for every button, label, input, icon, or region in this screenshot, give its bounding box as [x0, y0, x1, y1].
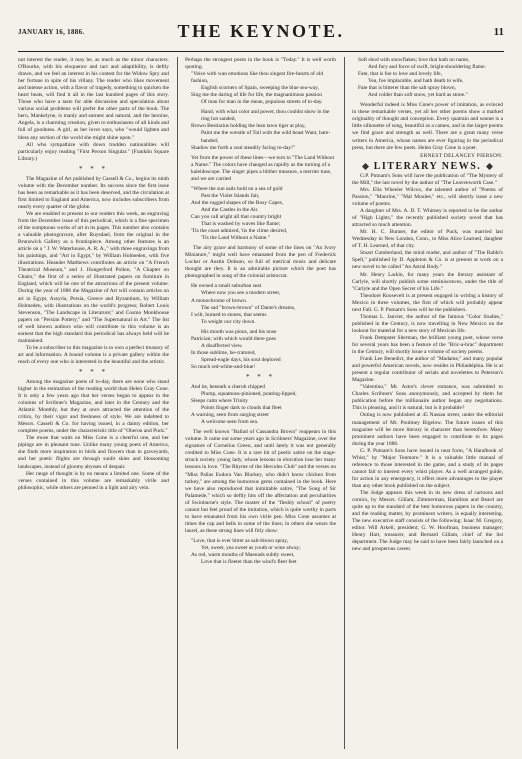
page-header: [18, 21, 504, 49]
poem-line: Sing me the daring of life for life, the magnanimous passion: [191, 92, 322, 99]
news-item: G.P. Putnam's Sons will have the publication of "The Mystery of the Mill," the last novel by the author of "The Leavenworth Case.": [352, 172, 503, 186]
poem-line: Fate, that is foe to love and lovely life,: [358, 71, 442, 78]
poem-line: Yet, sweet, yea sweet as youth or wine alway;: [201, 545, 301, 551]
poem-line: Where now you see a modern street,: [201, 290, 281, 297]
column-divider: [344, 57, 345, 749]
poem-excerpt: [191, 283, 336, 371]
poem-line: Past the Violet Islands fair,: [201, 192, 260, 199]
poem-line: "Voice with wan emotions like thou singest fire-hearts of old fashion,: [191, 71, 324, 85]
poem-line: 'Tis the Land Without a Name.": [201, 235, 270, 242]
poem-line: To weight our city down.: [201, 318, 256, 325]
news-item: Theodore Roosevelt is at present engaged in writing a history of Mexico in three volumes, the first of which will probably appear next Fall. G. P. Putnam's Sons will be the publishers.: [352, 292, 503, 313]
paragraph: The airy grace and harmony of some of the lines on "An Ivory Miniature," might well have emanated from the pen of Frederick Locker or Austin Dobson, so full of metrical music and delicate thought are they. It is an admirable picture which the poet has photographed in song of the colonial aristocrat.: [185, 245, 336, 280]
section-heading-text: LITERARY NEWS.: [373, 160, 482, 172]
column-middle: [185, 57, 336, 752]
poem-line: Points finger dark to clouds that fleet: [201, 405, 282, 412]
poem-line: And the Castles in the Air.: [201, 206, 259, 213]
paragraph: All who sympathize with down trodden nationalities will particularly enjoy reading "First Person Singular." (Franklin Square Library.): [18, 141, 169, 162]
poem-line: A welcome seen from sea.: [201, 419, 259, 426]
poem-line: English scorners of Spain, sweeping the blue sea-way,: [201, 85, 319, 92]
poem-line: Of man for man in the mean, populous streets of to-day.: [201, 99, 323, 106]
poem-line: He owned a small suburban seat: [191, 283, 262, 290]
column-divider: [177, 57, 178, 749]
poem-excerpt: [191, 538, 336, 566]
poem-line: And fury and force of swift, bright-shouldering flame.: [368, 64, 486, 71]
news-items: [352, 173, 503, 554]
paragraph: Among the magazine poets of to-day, there are none who stand higher in the estimation of the reading world than Helen Gray Cone. It is only a few years ago that her verses began to appear in the columns of Scribner's Magazine, and later in the Century and the Atlantic Monthly, but they at once attracted the attention of the critics, by their vigor and freshness of style. We are indebted to Messrs. Cassell & Co. for having issued, in a dainty edition, her complete poems, under the characteristic title of "Oberon and Puck.": [18, 378, 169, 435]
poem-line: Fate that is bitterer than the salt spray blown,: [358, 85, 457, 92]
paragraph: Perhaps the strongest poem in the book is "Today." It is well worth quoting.: [185, 57, 336, 71]
news-item: The Judge appears this week in its new dress of cartoons and comics, by Messrs. Gillam, Zimmerman, Hamilton and Beard are quite up to the standard of the best humorous papers in the country, and the reading matter, by prominent writers, is equally interesting. The new executive staff consists of the following: Isaac M. Gregory, editor. Will Arkell, president; G. W. Hoofman, business manager; Henry Hart, treasurer, and Bernard Gillam, chief of the list department. The Judge may be said to have been fairly launched on a new and prosperous career.: [352, 489, 503, 553]
section-separator: * * *: [79, 367, 108, 376]
paragraph: The muse that waits on Miss Cone is a cheerful one, and her pipings are in pleasant tune. Unlike many young poets of America, she finds more inspiration in birds and flowers than in graveyards, and her poetic flights are through sunlit skies and blossoming landscapes, instead of gloomy abysses of despair.: [18, 435, 169, 470]
poem-line: Love that is fleeter than the wind's fleet feet: [201, 559, 297, 566]
news-item: "Valentino," Mr. Astor's clever romance, was submitted to Charles Scribners' Sons anonymously, and accepted by them for publication before the millionaire author began any negotiations. This is pleasing, and it is natural, but is it probable?: [352, 384, 503, 412]
poem-line: And colder than soft snow, yet hard as stone.": [368, 92, 468, 99]
issue-date: JANUARY 16, 1886.: [18, 28, 85, 36]
news-item: G. P. Putnam's Sons have issued in neat form, "A Handbook of Whist," by "Major Tenmore." It is a valuable little manual of reference to those interested in the game, and a study of its pages cannot fail to interest every whist player. As a well arranged guide, for action in any emergency, it offers more advantages to the player than any other book published on the subject.: [352, 447, 503, 489]
column-left: [18, 57, 169, 752]
news-item: A daughter of Mrs. A. D. T. Whitney is reported to be the author of "High Lights," the recently published society novel that has attracted so much attention.: [352, 208, 503, 229]
paragraph: Wonderful indeed is Miss Cone's power of imitation, as evinced in these remarkable verses, yet all her other poems show a marked originality of thought and conception. Every quatrain and sonnet is a little silhouette of song, beautiful as a cameo, and in the larger poems we find grace and strength as well. There are a great many verse writers in America, whose names are ever figuring in the periodical press, but there are few poets. Helen Gray Cone is a poet.: [352, 102, 503, 151]
poem-line: Soft shod with snowflakes; love that hath no name,: [358, 57, 470, 63]
author-signature: ERNEST DELANCEY PIERSON.: [420, 152, 503, 159]
poem-line: The sad "brown-brown" of Dante's dreams,: [201, 304, 296, 311]
poem-line: Spread-eagle days, his soul deplored: [201, 356, 281, 363]
poem-line: Plump, squamous-pinioned, pouting-lipped,: [201, 391, 297, 398]
page-number: 11: [493, 26, 504, 38]
poem-line: 'Tis the coast admired, 'tis the clime desired,: [191, 228, 288, 235]
poem-line: Hand, with what color and power, thou couldst show in the ring hot sanded,: [201, 109, 330, 123]
news-item: Mrs. Ella Wheeler Wilcox, the talented author of "Poems of Passion," "Maurine," "Mal Moulee," etc., will shortly issue a new volume of poems.: [352, 186, 503, 208]
poem-line: Brown Bestiarius holding the lean tawn tiger at play,: [191, 123, 306, 130]
poem-line: As red, warm mouths of Maenads subtly sweet,: [191, 552, 295, 559]
poem-line: Can you call aright all that country bright: [191, 213, 282, 220]
section-separator: * * *: [246, 372, 275, 381]
poem-line: And the rugged shapes of the Rosy Capes,: [191, 199, 284, 206]
header-rule: [18, 51, 504, 52]
ornament-icon: [486, 163, 493, 170]
news-item: Mr. H. C. Bunner, the editor of Puck, was married last Wednesday in New London, Conn., to Miss Alice Learned, daughter of T. H. Learned, of that city.: [352, 229, 503, 250]
poem-line: So much red-white-and-blue!: [191, 363, 256, 370]
paragraph: To be a subscriber to this magazine is to own a perfect treasury of art and information. A bound volume is a private gallery within the reach of every one who is interested in the beautiful and the artistic.: [18, 344, 169, 365]
poem-line: Shadow me forth a soul steadily facing to-day!": [191, 144, 296, 151]
paragraph: The Magazine of Art published by Cassell & Co., begins its ninth volume with the December number. Its success since the first issue has been as remarkable as it has been deserved, and the circulation at first limited to England and America, now includes subscribers from nearly every quarter of the globe.: [18, 175, 169, 210]
poem-line: Yea, foe implacable, and hath death to wife,: [368, 78, 464, 85]
poem-line: That is washed by waves like flame;: [201, 221, 281, 228]
poem-line: Sleeps calm where Trinity: [191, 398, 248, 405]
paragraph: not interest the reader, it may be, as much as the minor characters. O'Rourke, with his eloquence and tact and adaptibility, is deftly drawn, and we feel an interest in his contest for the Widow Spry and her fortune in spite of his villany. The reader who likes movement and intense action, with a flavor of tragedy, something to quicken the heart beats, will find it all in the last hundred pages of this story. Those who have a taste for able discussion and speculation about various social problems will prefer the other parts of the book. The hero, Mankelyne, is manly and earnest and natural, and the heroine, Angela, is a charming creation, given to enthusiasms of all kinds and full of goodness. A girl, as her lover says, who "would lighten and bless any section of the world she might shine upon.": [18, 57, 169, 141]
poem-line: And he, beneath a cherub chipped: [191, 383, 265, 390]
column-right: [352, 57, 503, 752]
poem-line: Patrician; with which would there goes: [191, 335, 277, 342]
masthead-title: THE KEYNOTE.: [177, 21, 345, 41]
poem-line: Yet from the power of these lines—we turn to "The Land Without a Name." The colors have changed as rapidly as the turning of a kaleidoscope. The singer pipes a blither measure, a merrier tune, and we are carried: [191, 154, 335, 182]
poem-line: "Love, that is ever bitter as salt-blown spray,: [191, 537, 289, 544]
section-heading: [352, 160, 503, 172]
poem-line: In those sublime, be-cratored,: [191, 349, 256, 356]
poem-line: I wilt, burned to stones, that seems: [191, 311, 267, 318]
poem-line: A monochrome of brown.: [191, 297, 248, 304]
paragraph: Her range of thought is by no means a limited one. Some of the verses contained in this volume are remarkably virile and philosophic, while others are penned in a light and airy vein.: [18, 470, 169, 491]
news-item: Thomas L. Janvier, the author of the famous "Color Studies," published in the Century, is now travelling in New Mexico on the lookout for material for a new story of Mexican life.: [352, 313, 503, 334]
news-item: Frank Lee Benedict, the author of "Madame," and many popular and powerful American novels, now resides in Philadelphia. He is at present a regular contributor of serials and novelettes to Peterson's Magazine.: [352, 356, 503, 384]
news-item: Mr. Henry Larkin, for many years the literary assistant of Carlyle, will shortly publish some reminiscences, under the title of "Carlyle and the Open Secret of his Life.": [352, 271, 503, 292]
poem-line: His mouth was pious, and his nose: [201, 328, 277, 335]
poem-excerpt: [191, 71, 336, 183]
poem-excerpt: [191, 186, 336, 242]
poem-excerpt: [191, 384, 336, 426]
news-item: Stuart Cumberland, the mind reader, and author of "The Rabbi's Spell," published by D. Appleton & Co. is at present at work on a new novel to be called "An Astral Body.": [352, 250, 503, 271]
news-item: Outing is now published at 45 Nassau street, under the editorial management of Mr. Poultney Bigelow. The future issues of this magazine will be more literary in character than heretofore. Many prominent authors have been engaged to contribute to its pages during the year 1886.: [352, 412, 503, 447]
section-separator: * * *: [79, 164, 108, 173]
poem-excerpt: [358, 57, 503, 99]
ornament-icon: [362, 163, 369, 170]
news-item: Frank Dempster Sherman, the brilliant young poet, whose verse for several years has been a feature of the "Bric-a-brac" department in the Century, will shortly issue a volume of society poems.: [352, 334, 503, 356]
poem-line: A warning, seen from surging street: [191, 412, 269, 419]
poem-line: Paint me the wrestle of Toil with the wild beast Want, bare-handed;: [201, 130, 331, 144]
paragraph: The well known "Ballad of Cassandra Brown" reappears in this volume. It came out some years ago in Scribners' Magazine, over the signature of Cornelius Green, and until lately it was not generally credited to Miss Cone. It is a rare bit of poetic satire on the stage-struck society young lady, whose lessons in elocution lose her many lessons in love. "The Rhyme of the Hercules Club" and the verses on "Miss Pallas Eudora Van Blurkey, who didn't know chicken from turkey," are among the humorous gems contained in the book. Here we have also reproduced that inimitable satire, "The Song of Sir Palamede," which so deftly hits off the affectation and peculiarities of Swinburne's style. The master of the "fleshly school" of poetry cannot but feel proud of the imitation, which is quite worthy in parts to have emanated from his own virile pen. Miss Cone assumes at times the cap and bells in some of the lines; in others she wears the laurel, as these strong lines will fitly show:: [185, 429, 336, 534]
paragraph: We are enabled to present to our readers this week, an engraving from the December issue of this periodical, which is a fine specimen of the sumptuous works of art in its pages. This number also contains a valuable photogravure, after Ruysdael, from the original in the Brunswick Gallery as a frontispiece. Among other features is an article on a " J. W. Waterhouse, A. R. A.," with three engravings from his paintings, and "Art in Egypt," by William Holmeden, with five illustrations. Heander Matthews contributes an article on "A French Theatrical Museum," and J. Hungerford Pollen, "A Chapter on Chairs," the first of a series of illustrated papers on furniture in England, which will be one of the attractions of the present volume. During the year of 1886 the Magazine of Art will contain articles on art in Egypt, Assyria, Persia, Greece and Byzantium, by William Holmeden, with illustrations on the world's progress; Robert Louis Stevenson, "The Landscape in Literature;" and Cosmo Monkhouse papers on "Persian Pottery," and "The Supernatural in Art." The list of well known authors who will contribute to this volume is an earnest that the high standard this periodical has always held will be maintained.: [18, 210, 169, 344]
poem-line: "Where the sun sails bold on a sea of gold: [191, 185, 283, 192]
poem-line: A disaffected view.: [201, 342, 243, 349]
